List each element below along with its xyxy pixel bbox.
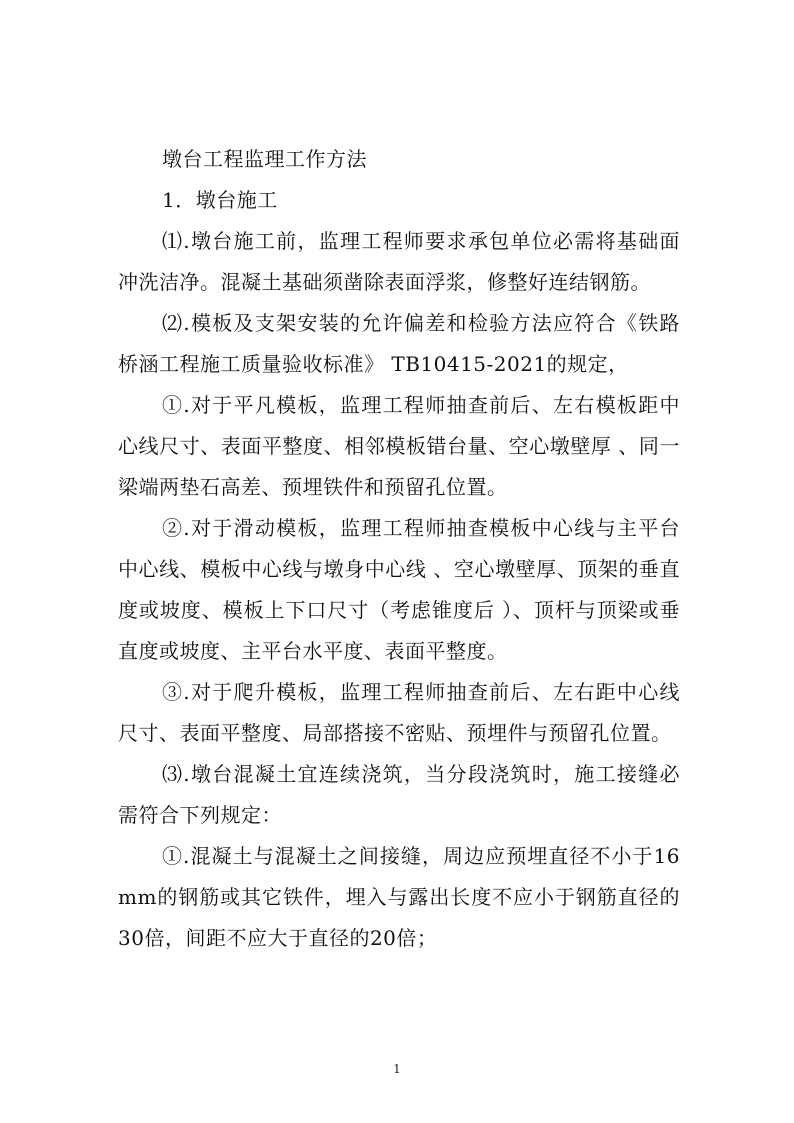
paragraph-subitem-ordinary-formwork: ①.对于平凡模板，监理工程师抽查前后、左右模板距中心线尺寸、表面平整度、相邻模板错台量、空心墩壁厚 、同一梁端两垫石高差、预埋铁件和预留孔位置。 bbox=[118, 393, 680, 499]
paragraph-subitem-joint-rules: ①.混凝土与混凝土之间接缝，周边应预埋直径不小于16mm的钢筋或其它铁件，埋入与露出长度不应小于钢筋直径的30倍，间距不应大于直径的20倍； bbox=[118, 844, 680, 950]
paragraph-subitem-climbing-formwork: ③.对于爬升模板，监理工程师抽查前后、左右距中心线尺寸、表面平整度、局部搭接不密贴、预埋件与预留孔位置。 bbox=[118, 680, 680, 745]
paragraph-item-1: ⑴.墩台施工前，监理工程师要求承包单位必需将基础面冲洗洁净。混凝土基础须凿除表面浮浆，修整好连结钢筋。 bbox=[118, 229, 680, 294]
document-title: 墩台工程监理工作方法 bbox=[162, 147, 367, 171]
page-number: 1 bbox=[393, 1062, 401, 1076]
paragraph-section-heading: 1．墩台施工 bbox=[162, 188, 278, 212]
paragraph-item-2: ⑵.模板及支架安装的允许偏差和检验方法应符合《铁路桥涵工程施工质量验收标准》 TB10415-2021的规定， bbox=[118, 311, 680, 376]
paragraph-subitem-sliding-formwork: ②.对于滑动模板，监理工程师抽查模板中心线与主平台中心线、模板中心线与墩身中心线 、空心墩壁厚、顶架的垂直度或坡度、模板上下口尺寸（考虑锥度后 ）、顶杆与顶梁或垂直度或坡度、主平台水平度、表面平整度。 bbox=[118, 516, 680, 663]
document-body bbox=[118, 139, 680, 959]
paragraph-item-3: ⑶.墩台混凝土宜连续浇筑，当分段浇筑时，施工接缝必需符合下列规定： bbox=[118, 762, 680, 827]
